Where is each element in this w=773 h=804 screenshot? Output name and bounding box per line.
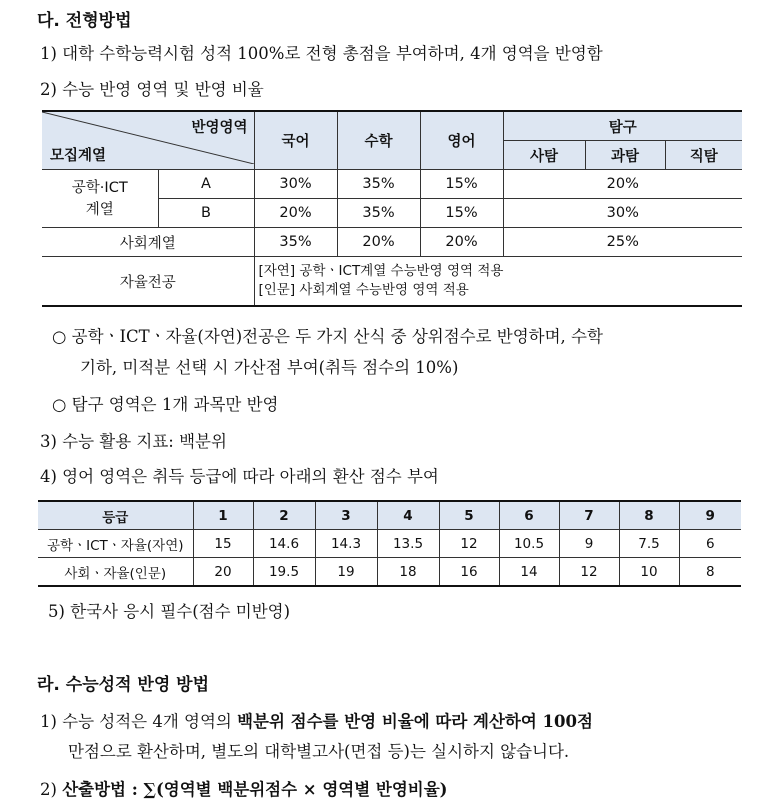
a-korean: 30% [254, 170, 337, 199]
score-cell: 8 [679, 558, 741, 587]
b-math: 35% [337, 199, 420, 228]
grade-header-row [38, 501, 741, 530]
score-cell: 10.5 [499, 530, 559, 558]
b-inquiry: 30% [503, 199, 742, 228]
corner-cell [42, 111, 254, 170]
sub-social: 사탐 [503, 141, 585, 170]
social-korean: 35% [254, 228, 337, 257]
score-cell: 20 [193, 558, 253, 587]
col-english: 영어 [420, 111, 503, 170]
grade-2: 2 [253, 501, 315, 530]
score-cell: 12 [559, 558, 619, 587]
score-cell: 19 [315, 558, 377, 587]
ratio-table [42, 110, 742, 307]
b-english: 15% [420, 199, 503, 228]
score-cell: 16 [439, 558, 499, 587]
free-desc [254, 257, 742, 307]
score-cell: 19.5 [253, 558, 315, 587]
grade-table [38, 500, 741, 587]
grade-1: 1 [193, 501, 253, 530]
item-2-text: 2) 수능 반영 영역 및 반영 비율 [40, 80, 264, 99]
ra-item-1-bold: 백분위 점수를 반영 비율에 따라 계산하여 100점 [237, 712, 593, 731]
free-desc-line2: [인문] 사회계열 수능반영 영역 적용 [258, 282, 469, 298]
b-korean: 20% [254, 199, 337, 228]
grade-6: 6 [499, 501, 559, 530]
item-3-text: 3) 수능 활용 지표: 백분위 [40, 432, 227, 451]
table-row [38, 530, 741, 558]
score-cell: 10 [619, 558, 679, 587]
sub-vocational: 직탐 [665, 141, 742, 170]
score-cell: 6 [679, 530, 741, 558]
social-label: 사회계열 [42, 228, 254, 257]
item-5-text: 5) 한국사 응시 필수(점수 미반영) [48, 602, 291, 621]
type-a: A [158, 170, 254, 199]
section-heading-da: 다. 전형방법 [37, 11, 132, 31]
eng-group-line2: 계열 [85, 201, 114, 218]
corner-top-label: 반영영역 [191, 120, 248, 136]
ra-item-1-line1 [40, 708, 593, 732]
note-bullet-1-line1: ○ 공학ㆍICTㆍ자율(자연)전공은 두 가지 산식 중 상위점수로 반영하며, 수학 [52, 327, 603, 346]
table-row [42, 170, 742, 199]
social-math: 20% [337, 228, 420, 257]
score-cell: 14.3 [315, 530, 377, 558]
row-label: 사회ㆍ자율(인문) [38, 558, 193, 587]
table-row [38, 558, 741, 587]
score-cell: 12 [439, 530, 499, 558]
ra-item-2-prefix: 2) [40, 780, 63, 799]
a-inquiry: 20% [503, 170, 742, 199]
grade-4: 4 [377, 501, 439, 530]
table-row [42, 228, 742, 257]
a-math: 35% [337, 170, 420, 199]
grade-header-label: 등급 [38, 501, 193, 530]
social-inquiry: 25% [503, 228, 742, 257]
eng-group-line1: 공학·ICT [71, 179, 128, 196]
score-cell: 7.5 [619, 530, 679, 558]
score-cell: 13.5 [377, 530, 439, 558]
free-desc-line1: [자연] 공학ㆍICT계열 수능반영 영역 적용 [258, 263, 504, 279]
score-cell: 14.6 [253, 530, 315, 558]
sub-science: 과탐 [585, 141, 665, 170]
social-english: 20% [420, 228, 503, 257]
col-inquiry: 탐구 [503, 111, 742, 141]
ra-item-2-bold: 산출방법 : ∑(영역별 백분위점수 × 영역별 반영비율) [62, 780, 448, 799]
note-bullet-1-line2: 기하, 미적분 선택 시 가산점 부여(취득 점수의 10%) [80, 358, 459, 377]
grade-7: 7 [559, 501, 619, 530]
col-math: 수학 [337, 111, 420, 170]
eng-group-cell [42, 170, 158, 228]
free-label: 자율전공 [42, 257, 254, 307]
score-cell: 15 [193, 530, 253, 558]
a-english: 15% [420, 170, 503, 199]
score-cell: 14 [499, 558, 559, 587]
corner-bottom-label: 모집계열 [50, 148, 107, 164]
grade-9: 9 [679, 501, 741, 530]
score-cell: 9 [559, 530, 619, 558]
ra-item-1-line2: 만점으로 환산하며, 별도의 대학별고사(면접 등)는 실시하지 않습니다. [68, 742, 570, 761]
score-cell: 18 [377, 558, 439, 587]
table-row [42, 257, 742, 307]
note-bullet-2: ○ 탐구 영역은 1개 과목만 반영 [52, 395, 279, 414]
section-heading-ra: 라. 수능성적 반영 방법 [37, 675, 210, 695]
row-label: 공학ㆍICTㆍ자율(자연) [38, 530, 193, 558]
col-korean: 국어 [254, 111, 337, 170]
type-b: B [158, 199, 254, 228]
item-1-text: 1) 대학 수학능력시험 성적 100%로 전형 총점을 부여하며, 4개 영역을 반영함 [40, 44, 603, 63]
grade-3: 3 [315, 501, 377, 530]
grade-8: 8 [619, 501, 679, 530]
ra-item-1-prefix: 1) 수능 성적은 4개 영역의 [40, 712, 238, 731]
ra-item-2 [40, 776, 447, 800]
grade-5: 5 [439, 501, 499, 530]
item-4-text: 4) 영어 영역은 취득 등급에 따라 아래의 환산 점수 부여 [40, 467, 439, 486]
